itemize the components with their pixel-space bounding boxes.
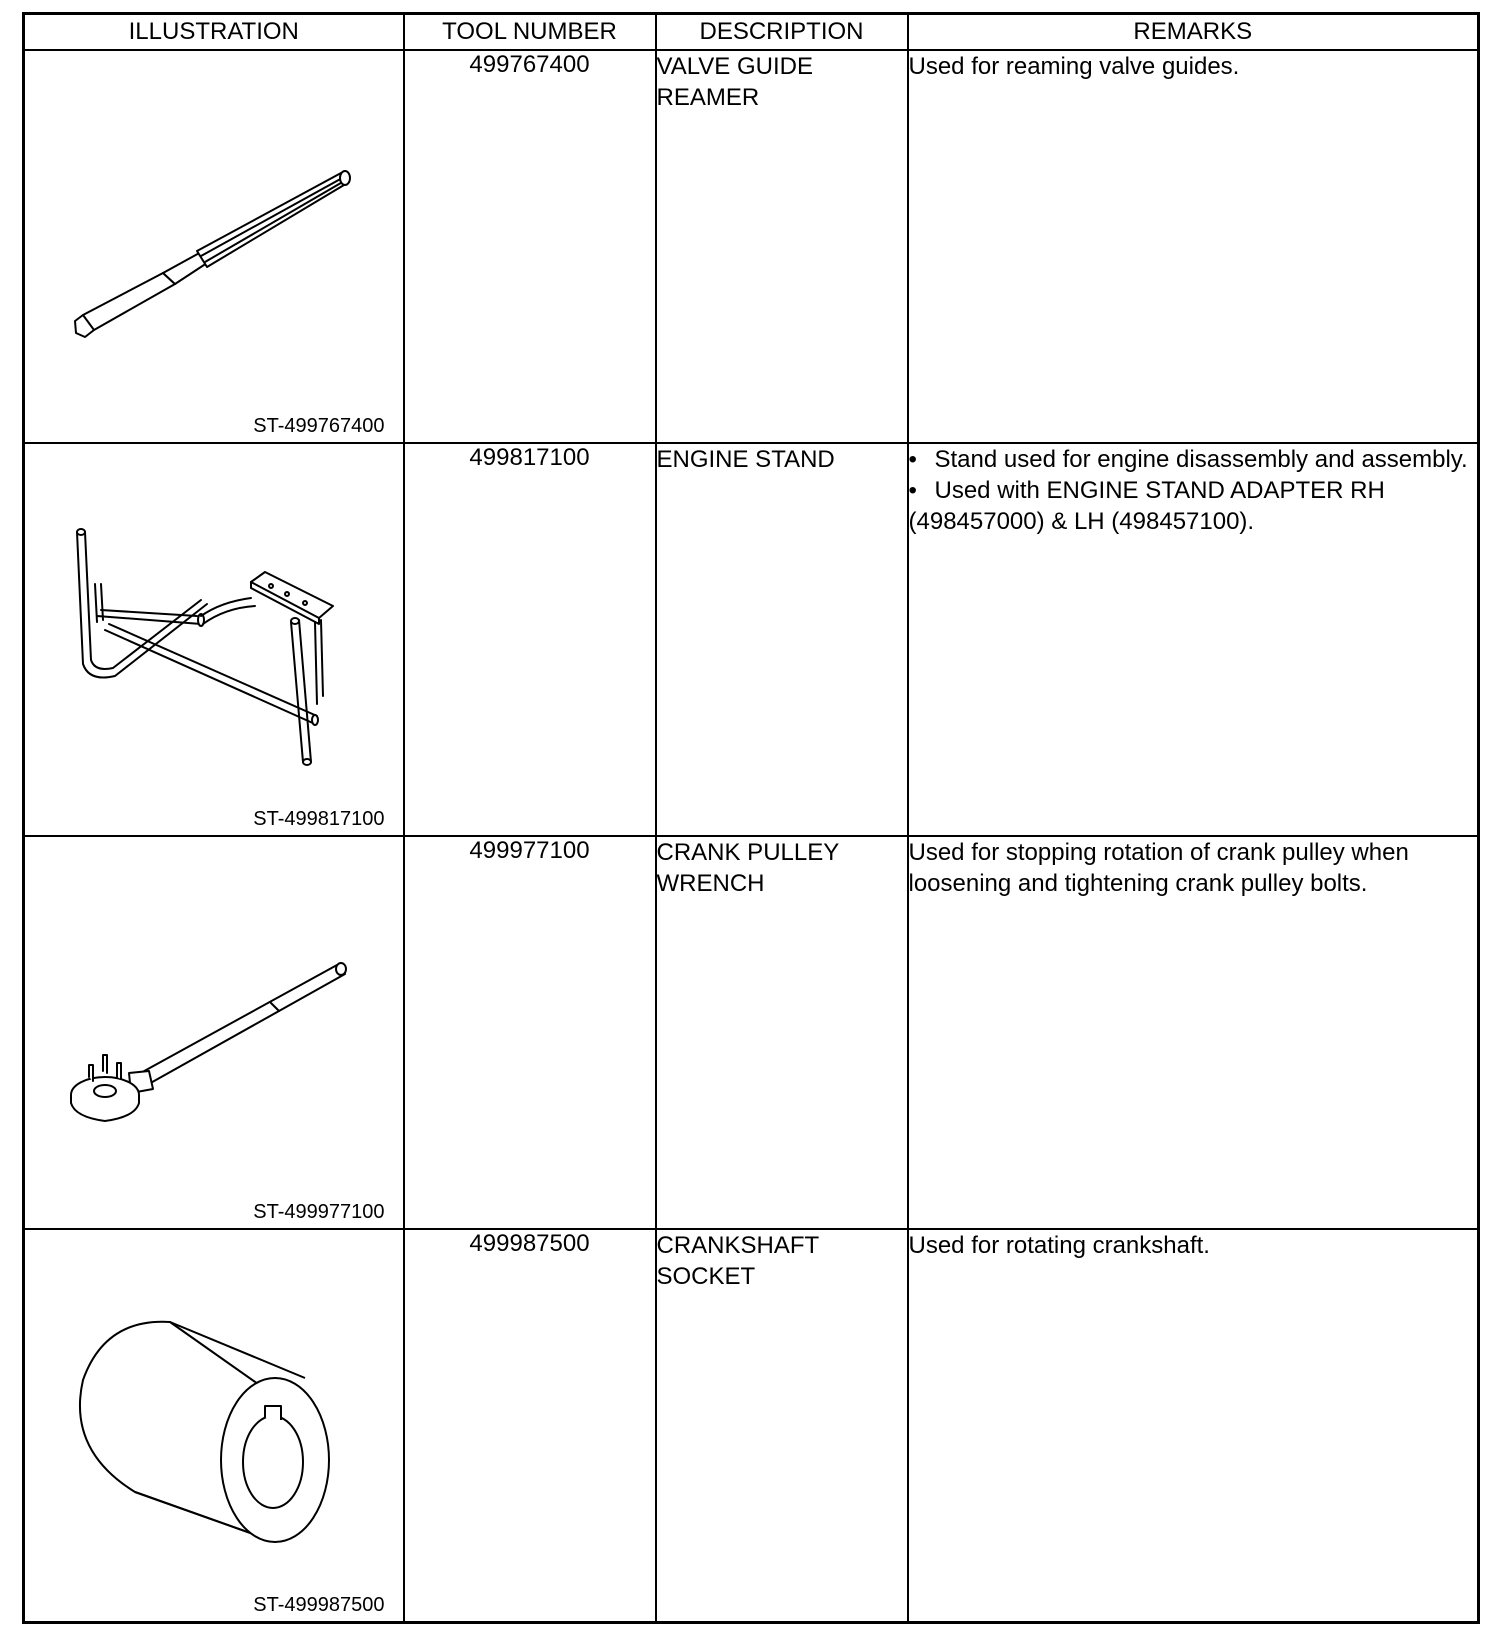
tool-remarks: Used for reaming valve guides. (908, 50, 1479, 443)
tool-description: CRANKSHAFT SOCKET (656, 1229, 908, 1622)
engine-stand-illustration (25, 444, 405, 834)
table-row (24, 443, 1479, 836)
crank-pulley-wrench-illustration (25, 837, 405, 1227)
remark-bullet: • Stand used for engine disassembly and assembly. (908, 446, 1468, 473)
tool-number: 499817100 (404, 443, 656, 836)
remark-bullet: • Used with ENGINE STAND ADAPTER RH (498457000) & LH (498457100). (908, 477, 1385, 535)
tool-number: 499977100 (404, 836, 656, 1229)
table-row (24, 836, 1479, 1229)
header-remarks: REMARKS (908, 14, 1479, 51)
table-row (24, 50, 1479, 443)
special-tools-table (22, 12, 1480, 1624)
header-description: DESCRIPTION (656, 14, 908, 51)
valve-guide-reamer-illustration (25, 51, 405, 441)
illustration-cell (24, 443, 404, 836)
tool-description: ENGINE STAND (656, 443, 908, 836)
illustration-cell (24, 1229, 404, 1622)
tool-description: VALVE GUIDE REAMER (656, 50, 908, 443)
illustration-cell (24, 50, 404, 443)
header-row (24, 14, 1479, 51)
illustration-code: ST-499977100 (253, 1201, 385, 1223)
tool-number: 499767400 (404, 50, 656, 443)
tool-number: 499987500 (404, 1229, 656, 1622)
tool-remarks: Used for stopping rotation of crank pulley when loosening and tightening crank pulley bolts. (908, 836, 1479, 1229)
illustration-cell (24, 836, 404, 1229)
tool-description: CRANK PULLEY WRENCH (656, 836, 908, 1229)
table-row (24, 1229, 1479, 1622)
illustration-code: ST-499767400 (253, 415, 385, 437)
header-illustration: ILLUSTRATION (24, 14, 404, 51)
illustration-code: ST-499817100 (253, 808, 385, 830)
tool-remarks (908, 443, 1479, 836)
header-tool-number: TOOL NUMBER (404, 14, 656, 51)
illustration-code: ST-499987500 (253, 1593, 385, 1616)
tool-remarks: Used for rotating crankshaft. (908, 1229, 1479, 1622)
crankshaft-socket-illustration (25, 1230, 405, 1620)
